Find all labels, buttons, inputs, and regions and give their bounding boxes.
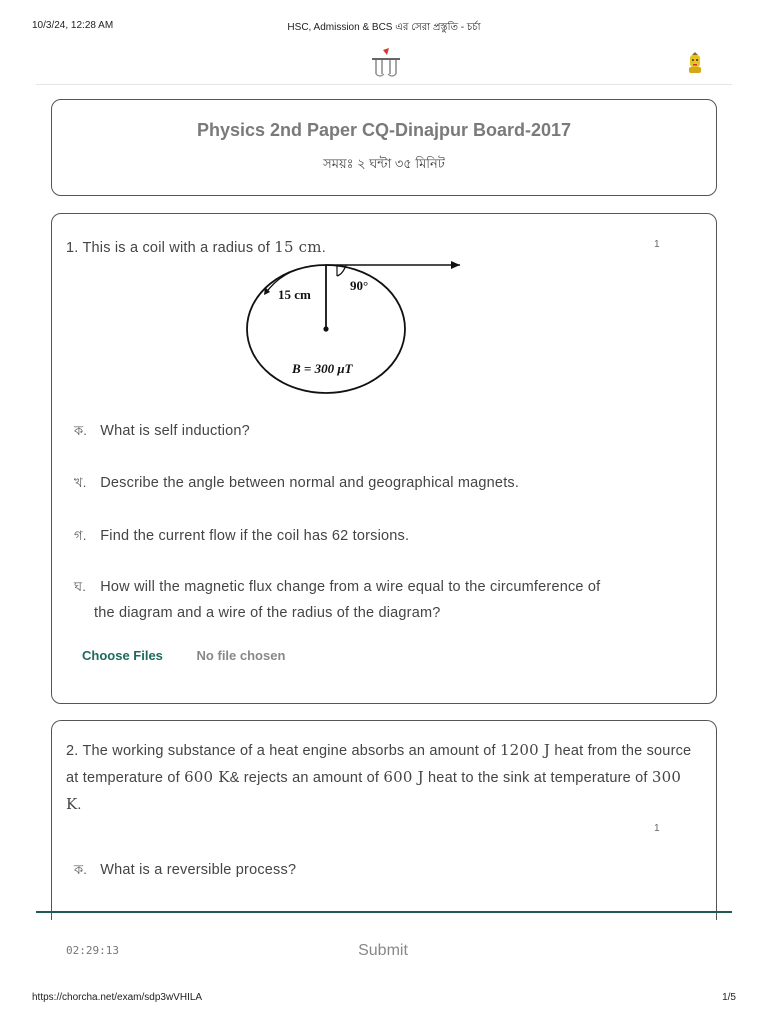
print-date: 10/3/24, 12:28 AM [32, 20, 114, 31]
sub-question-ga [74, 523, 694, 549]
question-text-segment: heat from the source at temperature of [66, 743, 692, 786]
print-title: HSC, Admission & BCS এর সেরা প্রস্তুতি - চর্চা [287, 22, 481, 33]
sub-question-gha [74, 574, 694, 626]
radius-label: 15 cm [278, 287, 311, 302]
question-text-segment: . [77, 797, 82, 813]
sub-question-text: Describe the angle between normal and geographical magnets. [100, 475, 520, 491]
print-footer [0, 992, 768, 1006]
question-marks: 1 [654, 823, 660, 834]
sub-question-text: What is a reversible process? [100, 862, 297, 878]
coil-diagram [242, 259, 472, 394]
sub-question-label: ঘ. [74, 579, 87, 594]
question-math: 300 K [66, 768, 682, 813]
print-header [0, 20, 768, 34]
sub-question-label: গ. [74, 528, 87, 543]
field-label: B = 300 μT [292, 361, 353, 376]
print-url: https://chorcha.net/exam/sdp3wVHILA [32, 992, 203, 1003]
file-status: No file chosen [196, 648, 286, 663]
sub-question-label: ক. [74, 423, 88, 438]
question-text-segment: heat to the sink at temperature of [423, 770, 652, 786]
question-card-2 [51, 720, 717, 920]
sub-question-label: ক. [74, 862, 88, 877]
top-bar [36, 44, 732, 85]
question-text-prefix: This is a coil with a radius of [82, 240, 275, 256]
bottom-divider [36, 911, 732, 913]
question-text [66, 234, 696, 261]
question-card-1 [51, 213, 717, 704]
exam-timer: 02:29:13 [66, 944, 119, 957]
submit-button[interactable]: Submit [340, 938, 426, 962]
sub-question-label: খ. [74, 475, 87, 490]
angle-label: 90° [350, 278, 369, 293]
question-number: 2. [66, 743, 79, 759]
sub-question-text: How will the magnetic flux change from a wire equal to the circumference of [100, 579, 601, 595]
tangent-arrow [451, 261, 460, 269]
file-upload [82, 648, 285, 668]
sub-question-ka [74, 857, 694, 883]
sub-question-text-continued: the diagram and a wire of the radius of the diagram? [94, 605, 441, 621]
sub-question-ka [74, 418, 694, 444]
chorcha-logo-icon[interactable] [368, 46, 404, 80]
question-math: 1200 J [499, 741, 551, 759]
exam-header-card [51, 99, 717, 196]
exam-title: Physics 2nd Paper CQ-Dinajpur Board-2017 [196, 120, 572, 140]
question-math: 600 K [184, 768, 230, 786]
question-math: 15 cm [274, 238, 322, 256]
question-marks: 1 [654, 239, 660, 250]
question-text [66, 737, 696, 818]
question-text-segment: The working substance of a heat engine absorbs an amount of [82, 743, 500, 759]
question-number: 1. [66, 240, 79, 256]
sub-question-text: What is self induction? [100, 423, 250, 439]
sub-question-text: Find the current flow if the coil has 62 torsions. [100, 528, 410, 544]
question-math: 600 J [383, 768, 424, 786]
choose-files-button[interactable]: Choose Files [82, 648, 163, 663]
sub-question-kha [74, 470, 694, 496]
exam-time: সময়ঃ ২ ঘন্টা ৩৫ মিনিট [323, 156, 445, 171]
user-avatar-icon[interactable] [684, 50, 706, 76]
center-point [323, 326, 328, 331]
print-page-number: 1/5 [722, 992, 736, 1003]
question-text-suffix: . [321, 240, 326, 256]
question-text-segment: & rejects an amount of [229, 770, 384, 786]
